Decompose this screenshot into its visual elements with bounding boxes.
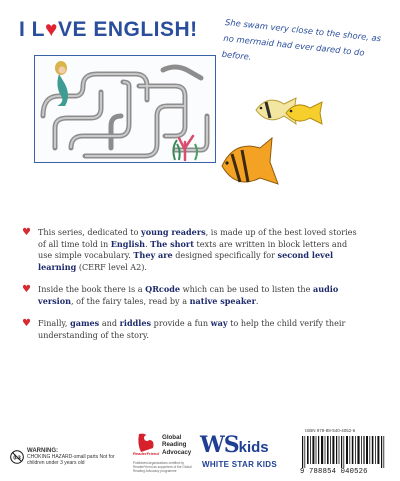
- global-reading-advocacy: Global Reading Advocacy: [162, 434, 192, 456]
- svg-text:0-3: 0-3: [13, 455, 21, 462]
- butterfly-fish-icon: [212, 132, 294, 194]
- page-title: [19, 18, 198, 42]
- isbn-text: ISBN 978-88-540-4052-6: [305, 428, 356, 433]
- heart-bullet-icon: ♥: [22, 284, 31, 295]
- maze-drawing: [35, 56, 215, 162]
- barcode-icon: [300, 436, 388, 468]
- isbn-digits: 9 788854 040526: [300, 468, 368, 476]
- heart-icon: ♥: [45, 18, 58, 41]
- white-star-kids-label: WHITE STAR KIDS: [202, 460, 278, 469]
- maze-illustration: [34, 55, 216, 163]
- mermaid-figure: [55, 61, 68, 106]
- white-star-kids-logo: WSkids: [200, 432, 269, 458]
- title-suffix: VE ENGLISH!: [57, 18, 198, 41]
- readerfriend-label: ReaderFriend: [133, 451, 159, 456]
- title-prefix: I L: [19, 18, 45, 41]
- heart-bullet-icon: ♥: [22, 318, 31, 329]
- story-quote: She swam very close to the shore, as no mermaid had ever dared to do before.: [221, 16, 382, 62]
- gra-fine-print: Publishers/organizations certified by ReaderFriend as supporters of the Global Reading Advocacy programme: [133, 461, 192, 473]
- warning-text: WARNING: CHOKING HAZARD-small parts Not for children under 3 years old: [27, 448, 115, 466]
- bullet-series: ♥ This series, dedicated to young readers, is made up of the best loved stories of all time told in English. The short texts are written in block letters and use simple vocabulary. They are designed specifically for second level learning (CERF level A2).: [22, 227, 357, 272]
- bullet-games: ♥ Finally, games and riddles provide a fun way to help the child verify their understanding of the story.: [22, 318, 346, 340]
- heart-bullet-icon: ♥: [22, 227, 31, 238]
- yellow-fish-icon: [282, 98, 330, 128]
- bullet-qrcode: ♥ Inside the book there is a QRcode which can be used to listen the audio version, of the fairy tales, read by a native speaker.: [22, 284, 339, 306]
- choking-hazard-icon: [10, 450, 24, 464]
